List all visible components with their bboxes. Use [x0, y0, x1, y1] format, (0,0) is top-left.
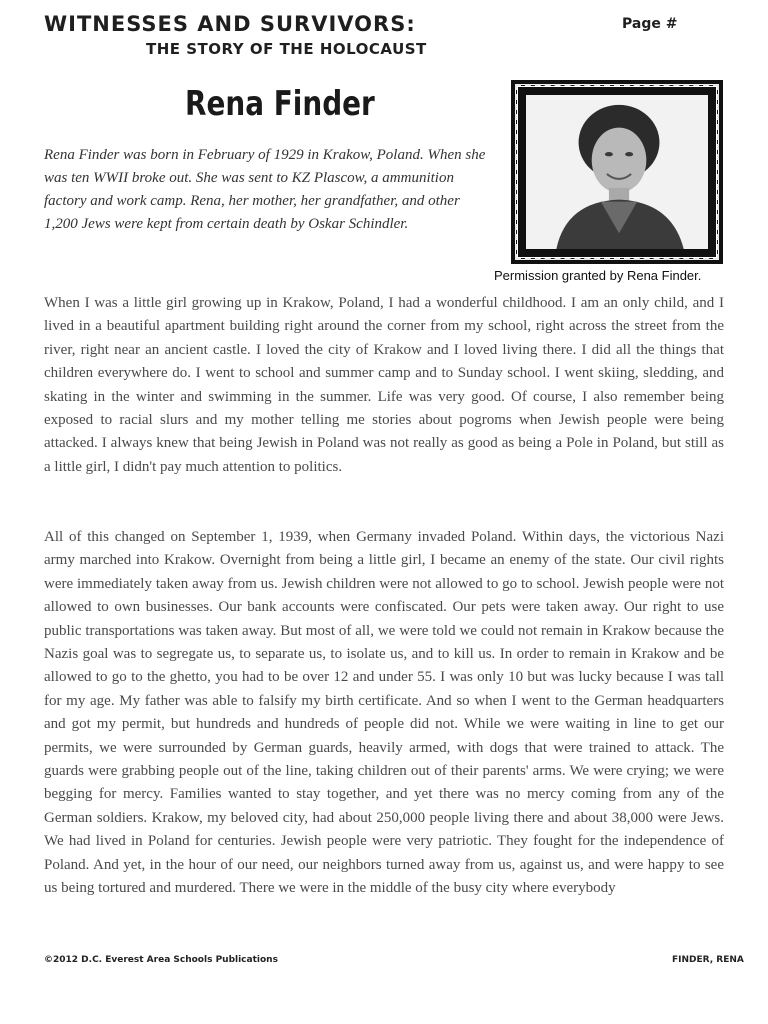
- body-paragraph-2: All of this changed on September 1, 1939, when Germany invaded Poland. Within days, the victorious Nazi army marched into Krakow. Overnight from being a little girl, I became an enemy of the state. Our civil rights were immediately taken away from us. Jewish children were not allowed to go to school. Jewish people were not allowed to own businesses. Our bank accounts were confiscated. Our pets were taken away. Our right to use public transportations was taken away. But most of all, we were told we could not remain in Krakow because the Nazis goal was to segregate us, to separate us, to isolate us, and to kill us. In order to remain in Krakow and be allowed to go to the ghetto, you had to be over 12 and under 55. I was only 10 but was lucky because I was tall for my age. My father was able to falsify my birth certificate. And so when I went to the German headquarters and got my permit, but hundreds and hundreds of people did not. While we were waiting in line to get our permits, we were surrounded by German guards, heavily armed, with dogs that were trained to attack. The guards were grabbing people out of the line, taking children out of their parents' arms. We were crying; we were begging for mercy. Families wanted to stay together, and yet there was no mercy coming from any of the German soldiers. Krakow, my beloved city, had about 250,000 people living there and about 38,000 were Jews. We had lived in Poland for centuries. Jewish people were very patriotic. They fought for the independence of Poland. And yet, in the hour of our need, our neighbors turned away from us, against us, and were happy to see us being tortured and murdered. There we were in the middle of the busy city where everybody: [44, 529, 724, 897]
- footer-name-tag: FINDER, RENA: [672, 955, 744, 965]
- subject-name: Rena Finder: [185, 84, 375, 124]
- portrait-icon: [526, 95, 708, 249]
- copyright-notice: ©2012 D.C. Everest Area Schools Publications: [44, 955, 278, 965]
- page-number: Page #: [622, 16, 678, 32]
- intro-paragraph: Rena Finder was born in February of 1929 in Krakow, Poland. When she was ten WWII broke out. She was sent to KZ Plascow, a ammunition factory and work camp. Rena, her mother, her grandfather, and other 1,200 Jews were kept from certain death by Oskar Schindler.: [44, 147, 486, 232]
- portrait-photo: [526, 95, 708, 249]
- photo-frame: [511, 80, 723, 264]
- series-title: WITNESSES AND SURVIVORS:: [44, 12, 416, 36]
- photo-caption: Permission granted by Rena Finder.: [494, 268, 702, 283]
- body-paragraph-1: When I was a little girl growing up in Krakow, Poland, I had a wonderful childhood. I am an only child, and I lived in a beautiful apartment building right around the corner from my school, right across the street from the river, right near an ancient castle. I loved the city of Krakow and I loved living there. I did all the things that children everywhere do. I went to school and summer camp and to Sunday school. I went skiing, sledding, and skating in the winter and swimming in the summer. Life was very good. Of course, I also remember being exposed to racial slurs and my mother telling me stories about pogroms when Jewish people were being attacked. I always knew that being Jewish in Poland was not really as good as being a Pole in Poland, but still as a little girl, I didn't pay much attention to politics.: [44, 295, 724, 475]
- series-subtitle: THE STORY OF THE HOLOCAUST: [146, 40, 427, 58]
